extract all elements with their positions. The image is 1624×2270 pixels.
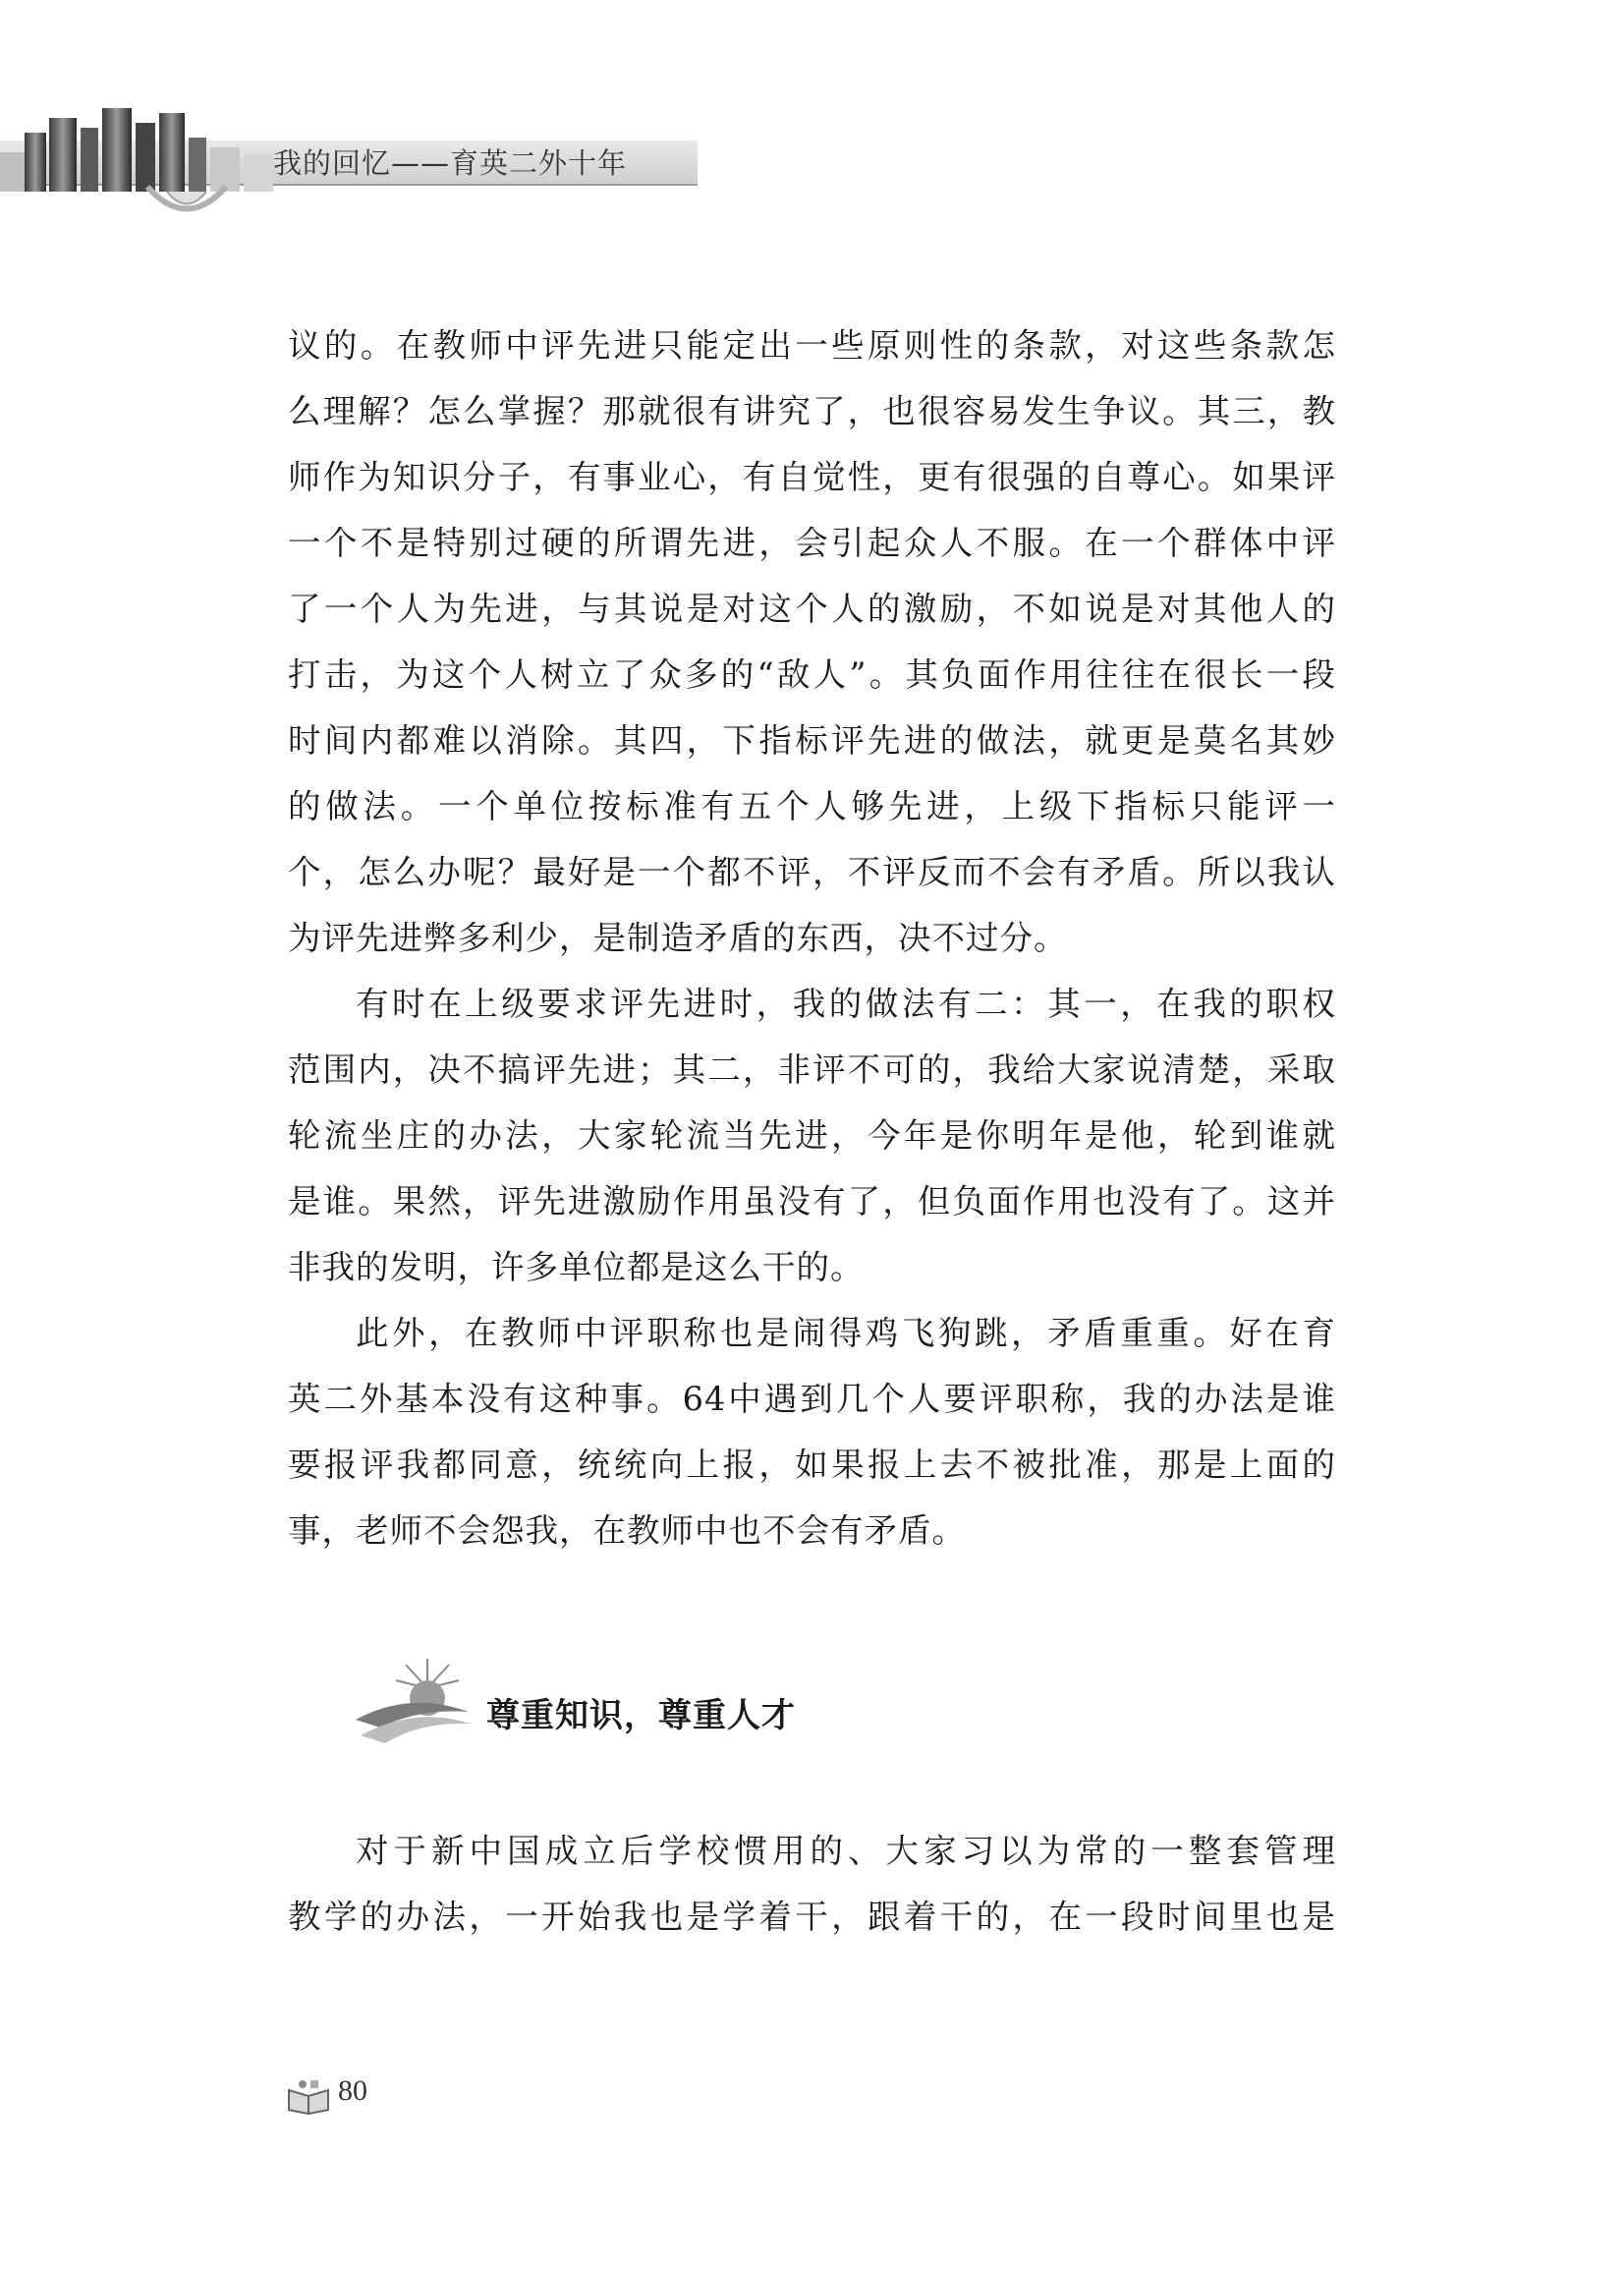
text-line: 对于新中国成立后学校惯用的、大家习以为常的一整套管理 [356,1832,1336,1870]
running-header-title: 我的回忆——育英二外十年 [273,146,628,180]
text-line: 个，怎么办呢？最好是一个都不评，不评反而不会有矛盾。所以我认 [288,853,1336,891]
text-line: 了一个人为先进，与其说是对这个人的激励，不如说是对其他人的 [288,590,1336,628]
paragraph [288,1300,1336,1563]
text-line: 此外，在教师中评职称也是闹得鸡飞狗跳，矛盾重重。好在育 [356,1314,1336,1352]
text-line: 事，老师不会怨我，在教师中也不会有矛盾。 [288,1511,966,1550]
sunrise-wave-icon [351,1651,478,1759]
text-line: 打击，为这个人树立了众多的“敌人”。其负面作用往往在很长一段 [288,655,1336,694]
text-line: 教学的办法，一开始我也是学着干，跟着干的，在一段时间里也是 [288,1898,1336,1936]
open-book-icon [285,2076,332,2116]
paragraph [288,1818,1336,1950]
text-line: 时间内都难以消除。其四，下指标评先进的做法，就更是莫名其妙 [288,721,1336,760]
text-line: 一个不是特别过硬的所谓先进，会引起众人不服。在一个群体中评 [288,524,1336,562]
text-line: 师作为知识分子，有事业心，有自觉性，更有很强的自尊心。如果评 [288,458,1336,496]
text-line: 非我的发明，许多单位都是这么干的。 [288,1248,865,1286]
text-line: 为评先进弊多利少，是制造矛盾的东西，决不过分。 [288,919,1068,957]
body-text [288,1818,1336,1950]
text-line: 是谁。果然，评先进激励作用虽没有了，但负面作用也没有了。这并 [288,1182,1336,1220]
text-line: 议的。在教师中评先进只能定出一些原则性的条款，对这些条款怎 [288,326,1336,365]
page-number: 80 [338,2074,367,2107]
text-line: 要报评我都同意，统统向上报，如果报上去不被批准，那是上面的 [288,1446,1336,1484]
paragraph [288,312,1336,971]
section-heading [351,1651,1038,1759]
text-line: 英二外基本没有这种事。64中遇到几个人要评职称，我的办法是谁 [288,1380,1336,1418]
paragraph [288,971,1336,1300]
section-title: 尊重知识，尊重人才 [486,1696,796,1735]
text-line: 有时在上级要求评先进时，我的做法有二：其一，在我的职权 [356,985,1336,1023]
text-line: 轮流坐庄的办法，大家轮流当先进，今年是你明年是他，轮到谁就 [288,1116,1336,1155]
text-line: 范围内，决不搞评先进；其二，非评不可的，我给大家说清楚，采取 [288,1050,1336,1089]
text-line: 的做法。一个单位按标准有五个人够先进，上级下指标只能评一 [288,787,1336,825]
page-footer [285,2069,481,2128]
text-line: 么理解？怎么掌握？那就很有讲究了，也很容易发生争议。其三，教 [288,392,1336,430]
body-text [288,312,1336,1563]
